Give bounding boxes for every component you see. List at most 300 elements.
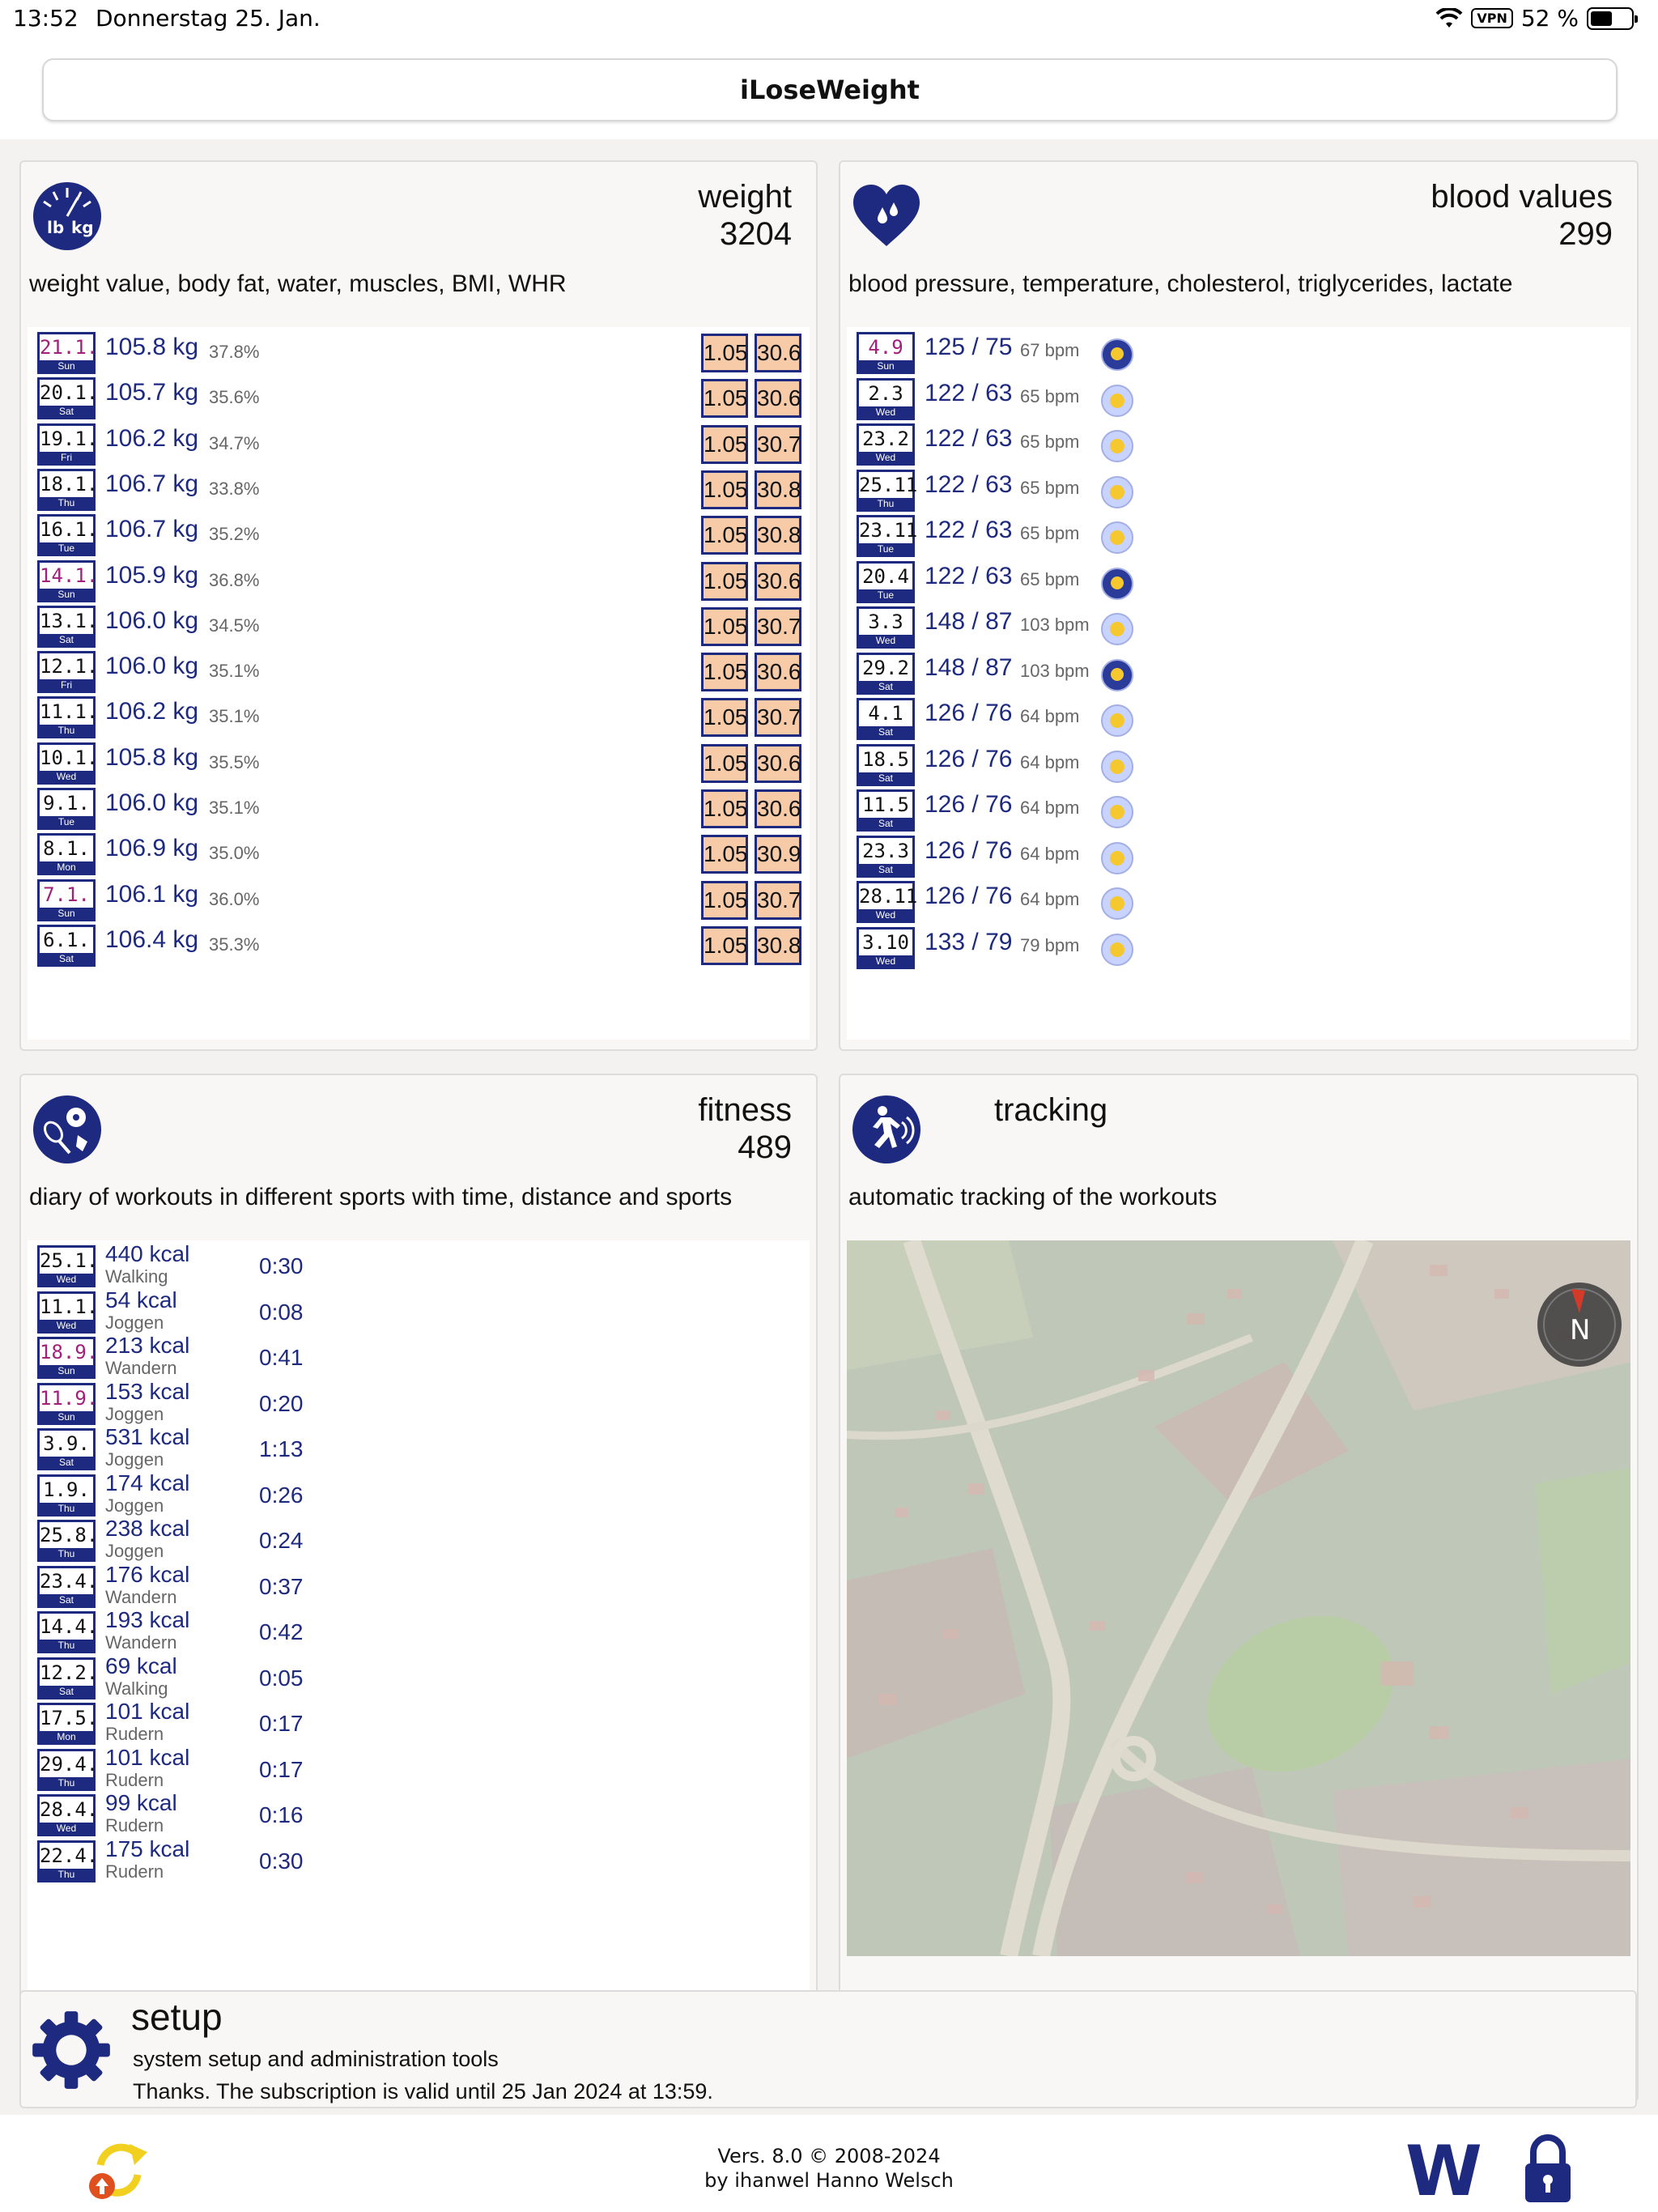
date-weekday: Wed [859, 635, 912, 646]
blood-pressure: 122 / 63 [925, 425, 1013, 452]
date-box [37, 1337, 99, 1379]
date-day: 2.3 [868, 381, 903, 405]
date-day: 11.1. [40, 1295, 99, 1318]
date-day: 7.1. [43, 883, 90, 906]
weight-row[interactable] [37, 420, 806, 466]
tracking-map[interactable] [847, 1240, 1630, 1956]
weight-row[interactable] [37, 830, 806, 875]
date-box [37, 1566, 99, 1608]
blood-pressure: 122 / 63 [925, 379, 1013, 406]
weight-value: 105.8 kg [105, 334, 199, 360]
bmi-box: 30.8 [755, 470, 801, 509]
body-fat-value: 36.0% [209, 888, 260, 909]
date-day: 29.4. [40, 1752, 99, 1776]
diastolic: 63 [985, 425, 1013, 452]
date-box [37, 469, 99, 511]
date-day: 1.9. [43, 1478, 90, 1501]
diastolic: 76 [985, 700, 1013, 726]
weight-value: 106.1 kg [105, 880, 199, 908]
blood-pressure: 126 / 76 [925, 745, 1013, 772]
date-day: 18.5 [862, 747, 909, 771]
date-day: 4.9 [868, 336, 903, 359]
battery-percent: 52 % [1520, 5, 1579, 32]
whr-box: 1.05 [701, 744, 748, 783]
weight-value: 105.7 kg [105, 379, 199, 406]
date-box [857, 653, 915, 695]
date-weekday: Sat [859, 864, 912, 875]
weight-value: 106.7 kg [105, 470, 199, 497]
blood-row[interactable] [857, 786, 1626, 832]
weight-row[interactable] [37, 785, 806, 830]
date-weekday: Thu [40, 1869, 93, 1880]
workout-sport: Rudern [105, 1724, 164, 1744]
status-right [1435, 5, 1634, 32]
body-fat-value: 34.5% [209, 615, 260, 636]
weight-value: 106.2 kg [105, 424, 199, 452]
sun-icon [1101, 385, 1133, 417]
workout-duration: 0:37 [259, 1573, 304, 1599]
diastolic: 76 [985, 883, 1013, 909]
body-fat-value: 37.8% [209, 342, 260, 362]
workout-duration: 0:24 [259, 1528, 304, 1553]
date-box [37, 788, 96, 830]
workout-sport: Joggen [105, 1449, 164, 1470]
date-box [857, 515, 918, 557]
date-box [37, 514, 99, 556]
sun-icon [1101, 476, 1133, 508]
weight-title: weight [698, 179, 792, 215]
aerial-map[interactable] [847, 1240, 1630, 1956]
diastolic: 76 [985, 745, 1013, 772]
date-weekday: Fri [40, 452, 93, 463]
date-day: 21.1. [40, 336, 99, 359]
workout-duration: 0:30 [259, 1253, 304, 1278]
date-weekday: Wed [859, 406, 912, 418]
workout-row[interactable] [37, 1608, 806, 1653]
date-weekday: Sat [40, 953, 93, 964]
date-box [37, 1840, 99, 1882]
date-day: 11.5 [862, 793, 909, 816]
weight-card[interactable] [19, 160, 818, 1051]
vpn-badge: VPN [1471, 8, 1513, 28]
date-box [37, 925, 96, 967]
diastolic: 79 [985, 928, 1013, 955]
blood-pressure: 148 / 87 [925, 608, 1013, 635]
workout-kcal: 175 kcal [105, 1836, 190, 1861]
date-box [37, 1703, 99, 1745]
svg-text:kg: kg [71, 218, 94, 237]
whr-box: 1.05 [701, 607, 748, 646]
workout-duration: 0:16 [259, 1802, 304, 1827]
date-day: 13.1. [40, 609, 99, 632]
workout-row[interactable] [37, 1563, 806, 1608]
date-day: 11.9. [40, 1386, 99, 1410]
date-box [37, 742, 99, 785]
weight-row[interactable] [37, 466, 806, 511]
date-day: 16.1. [40, 518, 99, 542]
compass-label: N [1570, 1314, 1591, 1346]
battery-icon [1587, 7, 1634, 30]
diastolic: 87 [985, 608, 1013, 635]
date-weekday: Sat [40, 634, 93, 645]
weight-row[interactable] [37, 876, 806, 921]
workout-sport: Joggen [105, 1541, 164, 1561]
date-weekday: Tue [40, 542, 93, 554]
workout-sport: Joggen [105, 1495, 164, 1516]
tracking-title: tracking [994, 1092, 1108, 1128]
blood-pressure: 133 / 79 [925, 928, 1013, 955]
sun-icon [1101, 751, 1133, 783]
workout-row[interactable] [37, 1837, 806, 1882]
date-weekday: Sat [859, 681, 912, 692]
weight-row[interactable] [37, 739, 806, 785]
date-day: 23.4. [40, 1569, 99, 1593]
date-box [37, 1749, 99, 1791]
bmi-box: 30.6 [755, 789, 801, 828]
workout-duration: 0:30 [259, 1848, 304, 1874]
fitness-list[interactable] [28, 1240, 810, 2091]
fitness-count: 489 [738, 1129, 792, 1165]
diastolic: 76 [985, 791, 1013, 818]
w-logo[interactable]: W [1405, 2131, 1482, 2212]
date-weekday: Tue [40, 816, 93, 827]
status-bar [0, 0, 1658, 40]
weight-value: 105.8 kg [105, 743, 199, 771]
workout-sport: Joggen [105, 1312, 164, 1333]
workout-duration: 0:17 [259, 1756, 304, 1782]
date-box [857, 744, 915, 786]
date-day: 20.1. [40, 381, 99, 405]
bmi-box: 30.9 [755, 835, 801, 874]
date-weekday: Thu [40, 725, 93, 736]
date-day: 14.1. [40, 564, 99, 587]
workout-duration: 1:13 [259, 1436, 304, 1461]
sports-balls-icon [31, 1093, 104, 1166]
date-day: 28.11 [859, 885, 918, 908]
bmi-box: 30.6 [755, 653, 801, 691]
weight-row[interactable] [37, 557, 806, 602]
date-box [857, 423, 915, 466]
heart-drops-icon [850, 180, 923, 253]
wifi-icon [1435, 8, 1463, 29]
date-weekday: Mon [40, 1731, 93, 1742]
date-box [37, 1245, 99, 1287]
sun-icon [1101, 796, 1133, 828]
version-text: Vers. 8.0 © 2008-2024 [717, 2145, 941, 2167]
blood-row[interactable] [857, 649, 1626, 695]
date-day: 25.8. [40, 1524, 99, 1546]
workout-row[interactable] [37, 1471, 806, 1516]
body-fat-value: 35.3% [209, 934, 260, 955]
date-box [37, 1657, 99, 1699]
date-weekday: Wed [40, 1320, 93, 1331]
workout-kcal: 193 kcal [105, 1607, 190, 1632]
date-weekday: Thu [40, 1548, 93, 1559]
date-box [37, 1383, 99, 1425]
body-fat-value: 35.0% [209, 843, 260, 864]
blood-row[interactable] [857, 558, 1626, 603]
date-day: 8.1. [43, 837, 90, 861]
date-box [857, 561, 915, 603]
pulse-value: 103 bpm [1020, 615, 1090, 635]
date-day: 3.3 [868, 610, 903, 633]
pulse-value: 64 bpm [1020, 843, 1080, 864]
date-day: 3.10 [862, 930, 909, 954]
date-weekday: Sat [40, 406, 93, 417]
bmi-box: 30.7 [755, 698, 801, 737]
date-day: 20.4 [862, 564, 909, 588]
blood-row[interactable] [857, 695, 1626, 740]
workout-row[interactable] [37, 1516, 806, 1562]
date-weekday: Tue [859, 589, 912, 601]
workout-duration: 0:05 [259, 1665, 304, 1691]
blood-pressure: 126 / 76 [925, 791, 1013, 818]
workout-sport: Joggen [105, 1403, 164, 1424]
date-box [37, 1428, 96, 1470]
workout-kcal: 153 kcal [105, 1378, 190, 1404]
workout-row[interactable] [37, 1746, 806, 1791]
blood-values-card[interactable] [839, 160, 1639, 1051]
date-day: 3.9. [43, 1432, 90, 1455]
pulse-value: 65 bpm [1020, 477, 1080, 498]
blood-row[interactable] [857, 375, 1626, 420]
bmi-box: 30.6 [755, 379, 801, 418]
diastolic: 63 [985, 517, 1013, 543]
blood-row[interactable] [857, 741, 1626, 786]
body-fat-value: 35.1% [209, 661, 260, 682]
blood-row[interactable] [857, 603, 1626, 649]
date-weekday: Wed [40, 1823, 93, 1834]
pulse-value: 65 bpm [1020, 432, 1080, 452]
bmi-box: 30.8 [755, 926, 801, 965]
pulse-value: 64 bpm [1020, 889, 1080, 909]
status-date: Donnerstag 25. Jan. [96, 5, 321, 32]
workout-sport: Rudern [105, 1861, 164, 1882]
date-box [37, 1474, 96, 1516]
date-day: 23.3 [862, 839, 909, 862]
date-day: 22.4. [40, 1844, 99, 1867]
date-weekday: Sun [40, 908, 93, 919]
workout-duration: 0:42 [259, 1619, 304, 1644]
body-fat-value: 33.8% [209, 478, 260, 499]
workout-row[interactable] [37, 1288, 806, 1334]
weight-list[interactable] [28, 327, 810, 1040]
date-box [857, 606, 915, 649]
blood-row[interactable] [857, 512, 1626, 557]
date-weekday: Tue [859, 543, 912, 555]
date-box [37, 833, 96, 875]
pulse-value: 64 bpm [1020, 751, 1080, 772]
fitness-card[interactable] [19, 1074, 818, 2102]
blood-count: 299 [1558, 216, 1613, 252]
bmi-box: 30.8 [755, 516, 801, 555]
sun-icon [1101, 934, 1133, 966]
weight-row[interactable] [37, 329, 806, 374]
systolic: 122 [925, 562, 966, 589]
whr-box: 1.05 [701, 470, 748, 509]
date-day: 18.1. [40, 472, 99, 496]
whr-box: 1.05 [701, 926, 748, 965]
weight-row[interactable] [37, 602, 806, 648]
date-day: 23.11 [859, 519, 918, 542]
date-day: 18.9. [40, 1341, 99, 1363]
pulse-value: 65 bpm [1020, 385, 1080, 406]
whr-box: 1.05 [701, 789, 748, 828]
blood-list[interactable] [847, 327, 1630, 1040]
date-weekday: Wed [40, 1274, 93, 1285]
weight-value: 105.9 kg [105, 561, 199, 589]
weight-row[interactable] [37, 511, 806, 556]
workout-duration: 0:17 [259, 1711, 304, 1736]
date-day: 25.11 [859, 473, 918, 496]
sun-icon [1101, 842, 1133, 874]
workout-kcal: 440 kcal [105, 1241, 190, 1266]
date-day: 4.1 [868, 702, 903, 725]
pulse-value: 65 bpm [1020, 523, 1080, 543]
bmi-box: 30.7 [755, 607, 801, 646]
tracking-description: automatic tracking of the workouts [848, 1184, 1218, 1210]
date-day: 25.1. [40, 1249, 99, 1272]
workout-duration: 0:08 [259, 1299, 304, 1325]
systolic: 126 [925, 791, 966, 818]
workout-kcal: 99 kcal [105, 1790, 177, 1815]
date-weekday: Wed [859, 909, 912, 921]
systolic: 126 [925, 700, 966, 726]
gear-icon [29, 2008, 113, 2092]
pulse-value: 103 bpm [1020, 660, 1090, 681]
weight-row[interactable] [37, 374, 806, 419]
date-box [37, 696, 99, 738]
blood-row[interactable] [857, 420, 1626, 466]
bmi-box: 30.7 [755, 425, 801, 464]
tracking-card[interactable] [839, 1074, 1639, 2102]
weight-description: weight value, body fat, water, muscles, BMI, WHR [29, 270, 567, 297]
diastolic: 63 [985, 470, 1013, 498]
systolic: 148 [925, 608, 966, 635]
pulse-value: 65 bpm [1020, 568, 1080, 589]
date-box [37, 651, 99, 693]
subscription-note: Thanks. The subscription is valid until 25 Jan 2024 at 13:59. [133, 2079, 713, 2104]
date-box [37, 332, 99, 374]
workout-sport: Wandern [105, 1586, 177, 1607]
weight-value: 106.9 kg [105, 835, 199, 862]
date-box [857, 881, 918, 923]
weight-count: 3204 [720, 216, 792, 252]
date-weekday: Sun [40, 589, 93, 600]
pulse-value: 79 bpm [1020, 934, 1080, 955]
weight-value: 106.0 kg [105, 653, 199, 680]
workout-row[interactable] [37, 1654, 806, 1699]
systolic: 122 [925, 470, 966, 498]
date-weekday: Thu [859, 498, 912, 509]
setup-card[interactable] [19, 1990, 1637, 2108]
date-box [857, 836, 915, 878]
bmi-box: 30.6 [755, 562, 801, 601]
date-weekday: Fri [40, 679, 93, 691]
weight-row[interactable] [37, 648, 806, 693]
weight-row[interactable] [37, 693, 806, 738]
whr-box: 1.05 [701, 334, 748, 372]
diastolic: 63 [985, 379, 1013, 406]
footer [0, 2115, 1658, 2212]
blood-pressure: 122 / 63 [925, 470, 1013, 498]
date-box [37, 606, 99, 648]
weight-row[interactable] [37, 921, 806, 967]
blood-row[interactable] [857, 878, 1626, 923]
status-time: 13:52 [13, 5, 79, 32]
workout-row[interactable] [37, 1380, 806, 1425]
date-weekday: Sat [40, 1457, 93, 1468]
setup-title: setup [131, 1996, 223, 2038]
diastolic: 75 [985, 334, 1013, 360]
blood-row[interactable] [857, 329, 1626, 374]
blood-title: blood values [1431, 179, 1613, 215]
blood-pressure: 126 / 76 [925, 700, 1013, 726]
date-day: 29.2 [862, 656, 909, 679]
date-weekday: Sat [859, 726, 912, 738]
workout-kcal: 238 kcal [105, 1516, 190, 1541]
date-box [857, 927, 915, 969]
date-weekday: Sat [859, 772, 912, 784]
whr-box: 1.05 [701, 835, 748, 874]
systolic: 133 [925, 928, 966, 955]
blood-pressure: 126 / 76 [925, 883, 1013, 909]
lock-icon[interactable] [1522, 2133, 1574, 2206]
compass-icon[interactable] [1537, 1283, 1622, 1367]
workout-sport: Wandern [105, 1358, 177, 1378]
workout-row[interactable] [37, 1334, 806, 1379]
date-day: 10.1. [40, 746, 99, 769]
body-fat-value: 35.1% [209, 706, 260, 727]
blood-pressure: 122 / 63 [925, 517, 1013, 543]
svg-text:lb: lb [47, 218, 65, 237]
date-weekday: Thu [40, 1777, 93, 1789]
date-weekday: Sat [859, 818, 912, 829]
date-day: 23.2 [862, 428, 909, 450]
body-fat-value: 35.1% [209, 798, 260, 818]
systolic: 122 [925, 379, 966, 406]
body-fat-value: 35.2% [209, 524, 260, 545]
fitness-description: diary of workouts in different sports with time, distance and sports [29, 1184, 733, 1210]
weight-value: 106.2 kg [105, 698, 199, 725]
date-box [37, 1520, 99, 1562]
workout-kcal: 174 kcal [105, 1470, 190, 1495]
whr-box: 1.05 [701, 379, 748, 418]
bmi-box: 30.7 [755, 881, 801, 920]
blood-row[interactable] [857, 466, 1626, 512]
dashboard [0, 139, 1658, 2115]
sun-icon [1101, 887, 1133, 920]
whr-box: 1.05 [701, 881, 748, 920]
workout-sport: Rudern [105, 1769, 164, 1790]
workout-kcal: 531 kcal [105, 1424, 190, 1449]
workout-row[interactable] [37, 1699, 806, 1745]
workout-sport: Walking [105, 1266, 168, 1287]
blood-row[interactable] [857, 832, 1626, 878]
bmi-box: 30.6 [755, 744, 801, 783]
date-day: 17.5. [40, 1707, 99, 1729]
workout-row[interactable] [37, 1242, 806, 1287]
workout-sport: Rudern [105, 1815, 164, 1836]
workout-row[interactable] [37, 1425, 806, 1470]
moon-icon [1101, 659, 1133, 691]
blood-row[interactable] [857, 924, 1626, 969]
date-weekday: Sun [40, 1365, 93, 1376]
body-fat-value: 36.8% [209, 569, 260, 590]
date-weekday: Sat [40, 1594, 93, 1606]
body-fat-value: 35.5% [209, 751, 260, 772]
workout-row[interactable] [37, 1791, 806, 1836]
